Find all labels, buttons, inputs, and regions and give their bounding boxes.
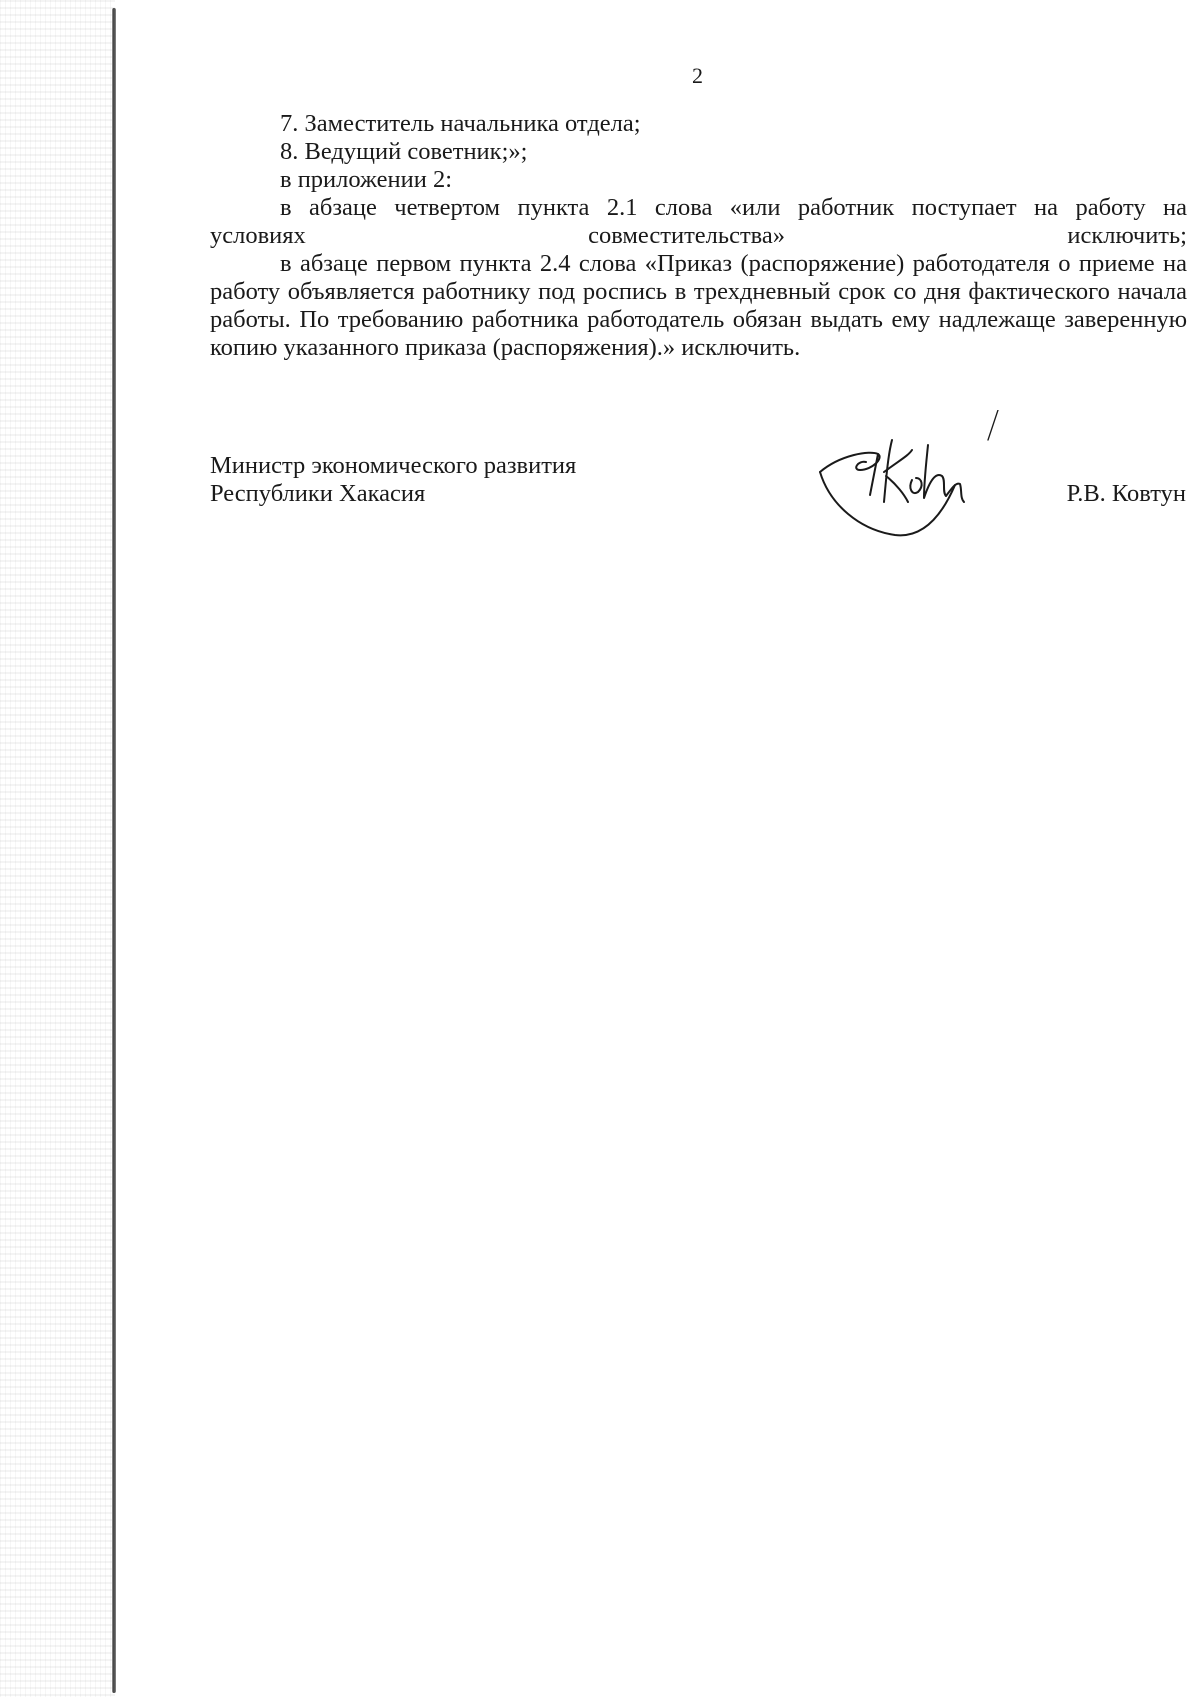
handwritten-signature	[800, 410, 1040, 550]
paragraph-clause-2-4: в абзаце первом пункта 2.4 слова «Приказ (распоряжение) работодателя о приеме на работу объявляется работнику под роспись в трехдневный срок со дня фактического начала работы. По требованию работника работодатель обязан выдать ему надлежаще заверенную копию указанного приказа (распоряжения).» исключить.	[210, 250, 1187, 361]
position-line: Министр экономического развития	[210, 452, 577, 479]
appendix-heading: в приложении 2:	[280, 166, 453, 193]
document-body	[210, 110, 1187, 362]
signatory-name: Р.В. Ковтун	[1066, 480, 1186, 507]
binding-line	[112, 8, 116, 1693]
paragraph-clause-2-1: в абзаце четвертом пункта 2.1 слова «или работник поступает на работу на условиях совместительства» исключить;	[210, 194, 1187, 249]
page-number: 2	[692, 63, 703, 88]
signatory-position	[210, 452, 770, 508]
scan-margin	[0, 0, 115, 1697]
list-item: 7. Заместитель начальника отдела;	[280, 110, 641, 137]
list-item: 8. Ведущий советник;»;	[280, 138, 528, 165]
position-line: Республики Хакасия	[210, 480, 426, 507]
